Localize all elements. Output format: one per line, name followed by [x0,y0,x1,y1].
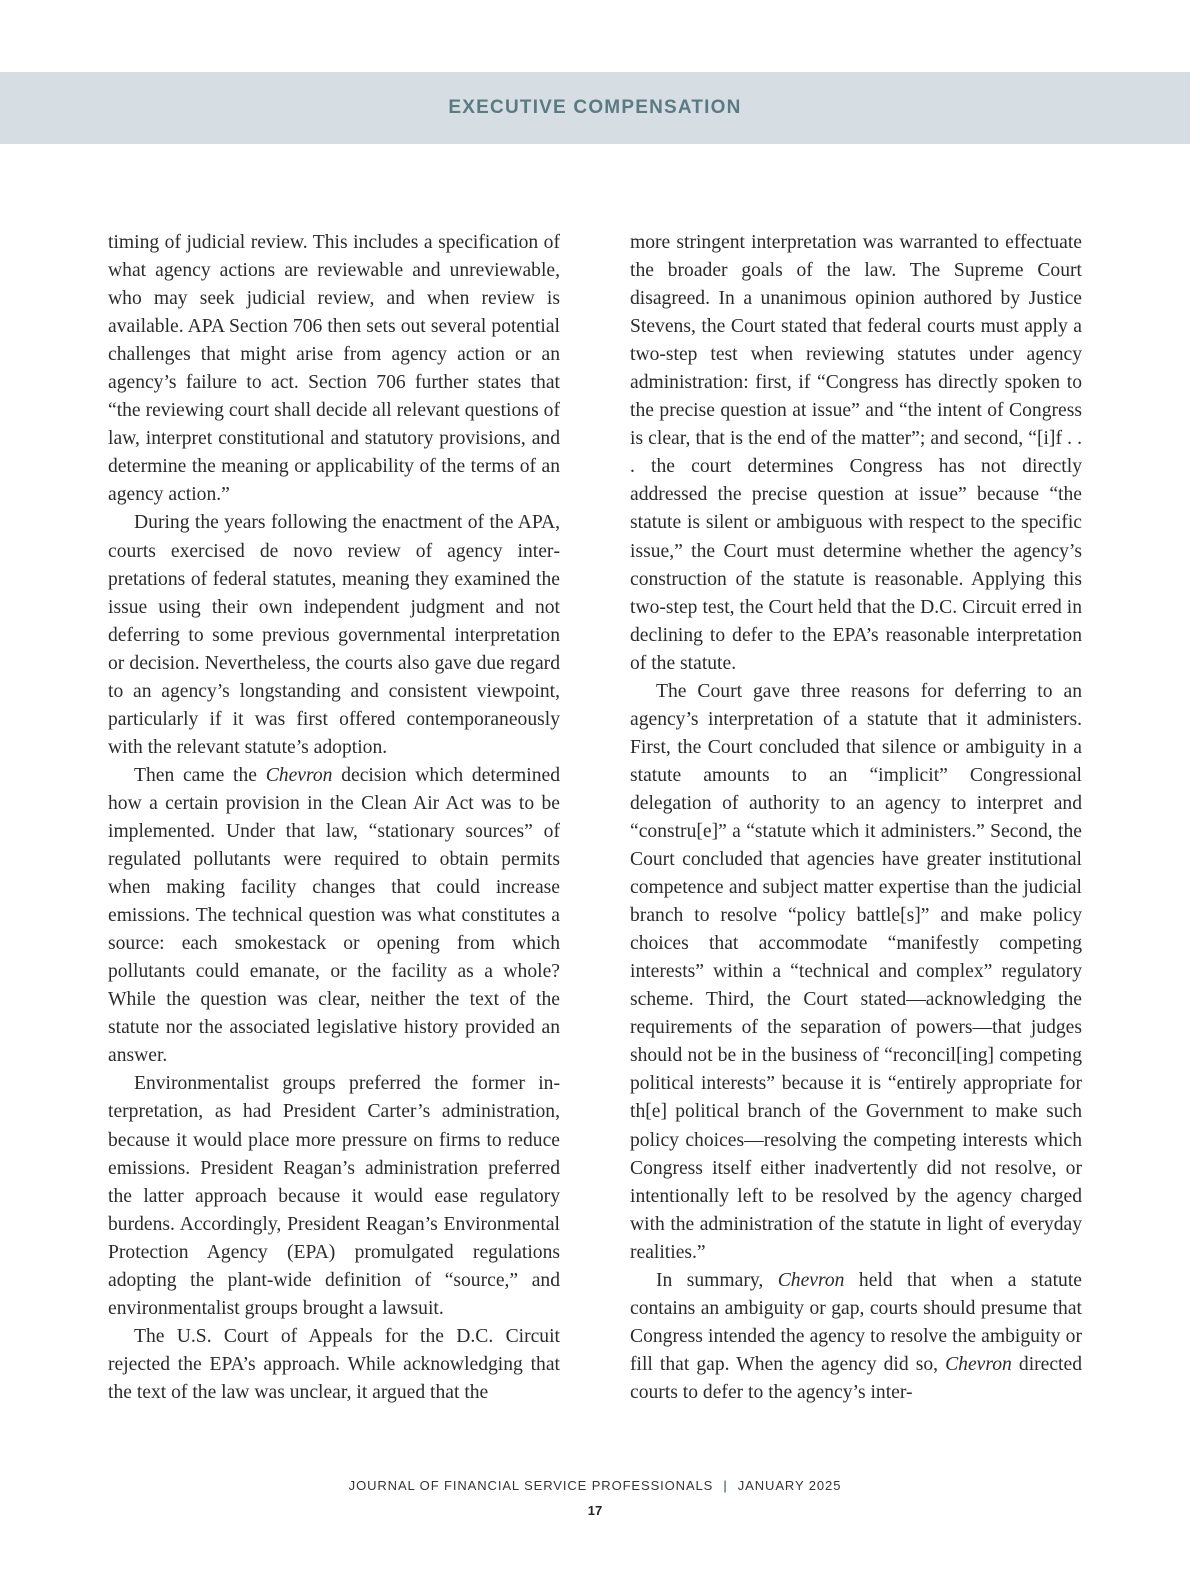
footer-separator: | [723,1478,728,1493]
paragraph: During the years following the enactment of the APA, courts exercised de novo review of agency interpretations of federal statutes, meaning they examined the issue using their own independent judgment and not deferring to some previous governmental interpretation or decision. Nevertheless, the courts also gave due regard to an agency’s longstanding and consistent viewpoint, particularly if it was first offered contemporaneously with the relevant statute’s adoption. [108,512,560,758]
paragraph: Environmentalist groups preferred the former interpretation, as had President Carter’s administration, because it would place more pressure on firms to reduce emissions. President Reagan’s administration preferred the latter approach because it would ease regulatory burdens. Accordingly, President Reagan’s Environmental Protection Agency (EPA) promulgated regulations adopting the plant-wide definition of “source,” and environmentalist groups brought a lawsuit. [108,1073,560,1319]
paragraph: In summary, Chevron held that when a statute contains an ambiguity or gap, courts should presume that Congress intended the agency to resolve the ambiguity or fill that gap. When the agency did so, Chevron directed courts to defer to the agency’s inter- [630,1269,1082,1403]
paragraph: The Court gave three reasons for deferring to an agency’s interpretation of a statute that it administers. First, the Court concluded that silence or ambiguity in a statute amounts to an “implicit” Congressional delegation of authority to an agency to interpret and “constru[e]” a “statute which it administers.” Second, the Court concluded that agencies have greater institutional competence and subject matter expertise than the judicial branch to resolve “policy battle[s]” and make policy choices that accommodate “manifestly competing interests” within a “technical and complex” regulatory scheme. Third, the Court stated—acknowledging the requirements of the separation of powers—that judges should not be in the business of “reconcil[ing] competing political interests” because it is “entirely appropriate for th[e] political branch of the Government to make such policy choices—resolving the competing interests which Congress itself either inadvertently did not resolve, or intentionally left to be resolved by the agency charged with the administration of the statute in light of everyday realities.” [630,680,1082,1263]
section-title: EXECUTIVE COMPENSATION [448,97,742,118]
paragraph: The U.S. Court of Appeals for the D.C. Circuit rejected the EPA’s approach. While acknowledging that the text of the law was unclear, it argued that the [108,1325,560,1403]
left-column [108,229,560,1407]
right-column [630,229,1082,1407]
page-number: 17 [587,1503,603,1518]
section-header-banner [0,72,1190,144]
journal-name: JOURNAL OF FINANCIAL SERVICE PROFESSIONALS [348,1478,714,1493]
case-name: Chevron [945,1353,1012,1375]
paragraph: timing of judicial review. This includes a specification of what agency actions are reviewable and unreviewable, who may seek judicial review, and when review is available. APA Section 706 then sets out several potential challenges that might arise from agency action or an agency’s failure to act. Section 706 further states that “the reviewing court shall decide all relevant questions of law, interpret constitutional and statutory provisions, and determine the meaning or applicability of the terms of an agency action.” [108,232,560,506]
case-name: Chevron [265,764,333,786]
issue-date: JANUARY 2025 [737,1478,842,1493]
paragraph: Then came the Chevron decision which determined how a certain provision in the Clean Air Act was to be implemented. Under that law, “stationary sources” of regulated pollutants were required to obtain permits when making facility changes that could increase emissions. The technical question was what constitutes a source: each smokestack or opening from which pollutants could emanate, or the facility as a whole? While the question was clear, neither the text of the statute nor the associated legislative history provided an answer. [108,764,560,1067]
case-name: Chevron [777,1269,845,1291]
footer [0,1478,1190,1493]
paragraph: more stringent interpretation was warranted to effectuate the broader goals of the law. The Supreme Court disagreed. In a unanimous opinion authored by Justice Stevens, the Court stated that federal courts must apply a two-step test when reviewing statutes under agency administration: first, if “Congress has directly spoken to the precise question at issue” and “the intent of Congress is clear, that is the end of the matter”; and second, “[i]f . . . the court determines Congress has not directly addressed the precise question at issue” because “the statute is silent or ambiguous with respect to the specific issue,” the Court must determine whether the agency’s construction of the statute is reasonable. Applying this two-step test, the Court held that the D.C. Circuit erred in declining to defer to the EPA’s reasonable interpretation of the statute. [630,232,1082,674]
